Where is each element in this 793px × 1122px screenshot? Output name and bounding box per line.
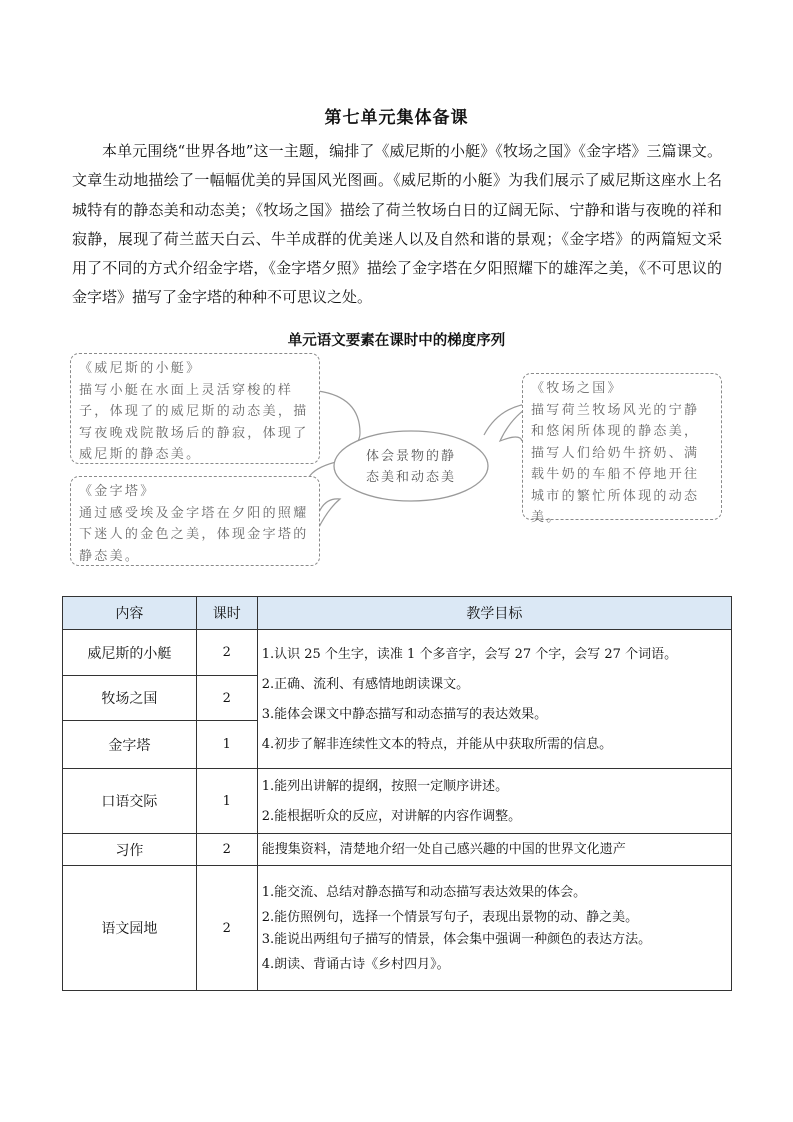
goal-item: 1.能列出讲解的提纲，按照一定顺序讲述。	[261, 779, 509, 794]
intro-paragraph: 本单元围绕“世界各地”这一主题，编排了《威尼斯的小艇》《牧场之国》《金字塔》三篇课文。文章生动地描绘了一幅幅优美的异国风光图画。《威尼斯的小艇》为我们展示了威尼斯这座水上名城特有的静态美和动态美；《牧场之国》描绘了荷兰牧场白日的辽阔无际、宁静和谐与夜晚的祥和寂静，展现了荷兰蓝天白云、牛羊成群的优美迷人以及自然和谐的景观；《金字塔》的两篇短文采用了不同的方式介绍金字塔，《金字塔夕照》描绘了金字塔在夕阳照耀下的雄浑之美，《不可思议的金字塔》描写了金字塔的种种不可思议之处。	[72, 142, 722, 307]
table-row	[63, 866, 732, 991]
lesson-hours: 2	[196, 676, 257, 721]
lesson-hours: 2	[196, 630, 257, 676]
page-title: 第七单元集体备课	[324, 108, 469, 128]
center-label	[348, 446, 474, 488]
goal-item: 能搜集资料，清楚地介绍一处自己感兴趣的中国的世界文化遗产	[261, 841, 626, 857]
center-label-line2: 态美和动态美	[365, 470, 456, 485]
pasture-text: 描写荷兰牧场风光的宁静和悠闲所体现的静态美，描写人们给奶牛挤奶、满载牛奶的车船不停地开往城市的繁忙所体现的动态美。	[531, 402, 700, 525]
header-content: 内容	[63, 597, 197, 630]
lesson-goals-cell	[257, 630, 731, 769]
element-diagram	[60, 345, 740, 570]
table-header-row	[63, 597, 732, 630]
writing-content: 习作	[63, 834, 197, 866]
teaching-goals-table	[62, 596, 732, 991]
pasture-title: 《牧场之国》	[531, 381, 623, 396]
venice-text: 描写小艇在水面上灵活穿梭的样子，体现了的威尼斯的动态美，描写夜晚戏院散场后的静寂，体现了威尼斯的静态美。	[79, 382, 309, 462]
header-hours: 课时	[196, 597, 257, 630]
writing-goal-cell	[257, 834, 731, 866]
pasture-box	[522, 373, 722, 525]
pyramid-title: 《金字塔》	[79, 484, 156, 499]
oral-content: 口语交际	[63, 769, 197, 834]
pyramid-text: 通过感受埃及金字塔在夕阳的照耀下迷人的金色之美，体现金字塔的静态美。	[79, 505, 309, 564]
table-row	[63, 630, 732, 676]
table-row	[63, 834, 732, 866]
oral-goals-cell	[257, 769, 731, 834]
lesson-hours: 1	[196, 721, 257, 769]
garden-goals-cell	[257, 866, 731, 991]
venice-title: 《威尼斯的小艇》	[79, 361, 202, 376]
diagram-title: 单元语文要素在课时中的梯度序列	[287, 332, 506, 349]
garden-content: 语文园地	[63, 866, 197, 991]
garden-hours: 2	[196, 866, 257, 991]
table-row	[63, 769, 732, 834]
goal-item: 3.能说出两组句子描写的情景，体会集中强调一种颜色的表达方法。	[261, 931, 652, 947]
center-label-line1: 体会景物的静	[365, 449, 456, 464]
header-goals: 教学目标	[257, 597, 731, 630]
lesson-content: 牧场之国	[63, 676, 197, 721]
lesson-content: 威尼斯的小艇	[63, 630, 197, 676]
writing-hours: 2	[196, 834, 257, 866]
goal-item: 1.能交流、总结对静态描写和动态描写表达效果的体会。	[261, 884, 587, 900]
oral-hours: 1	[196, 769, 257, 834]
goal-item: 4.朗读、背诵古诗《乡村四月》。	[261, 956, 450, 972]
goal-item: 3.能体会课文中静态描写和动态描写的表达效果。	[261, 707, 548, 722]
pyramid-box	[70, 476, 320, 566]
goal-item: 1.认识 25 个生字，读准 1 个多音字，会写 27 个字，会写 27 个词语。	[261, 647, 678, 662]
lesson-content: 金字塔	[63, 721, 197, 769]
goal-item: 2.正确、流利、有感情地朗读课文。	[261, 677, 470, 692]
goal-item: 2.能根据听众的反应，对讲解的内容作调整。	[261, 809, 522, 824]
venice-box	[70, 353, 320, 464]
goal-item: 2.能仿照例句，选择一个情景写句子，表现出景物的动、静之美。	[261, 909, 639, 925]
goal-item: 4.初步了解非连续性文本的特点，并能从中获取所需的信息。	[261, 737, 613, 752]
